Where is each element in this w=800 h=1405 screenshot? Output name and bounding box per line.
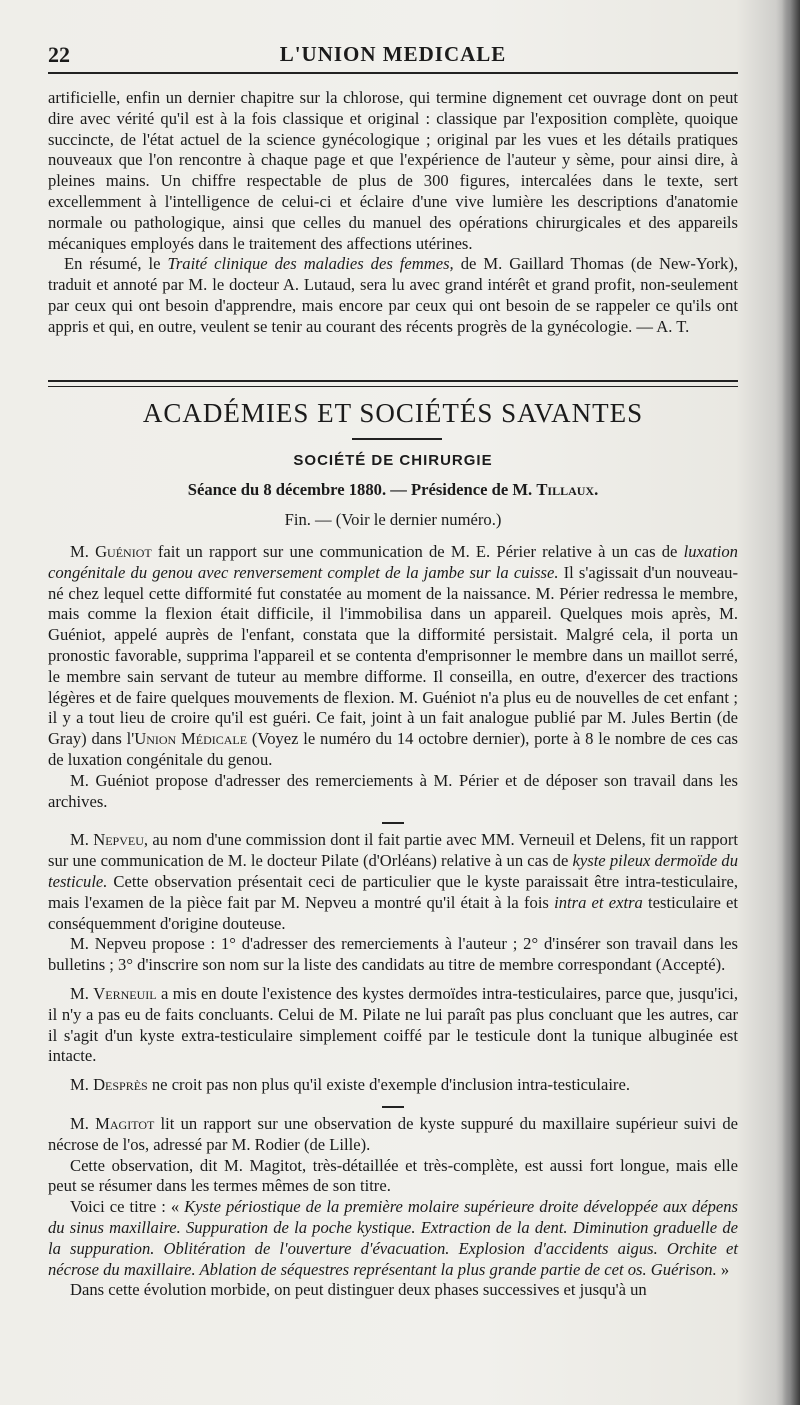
review-paragraph: artificielle, enfin un dernier chapitre sur la chlorose, qui termine dignement cet ouvrage dont on peut dire avec vérité qu'il est à la fois classique et original : classique par l'exposition complète, quoique succincte, de l'état actuel de la science gynécologique ; original par les vues et les détails pratiques nouveaux que l'on rencontre à chaque page et que l'expérience de l'auteur y sème, pour ainsi dire, à pleines mains. Un chiffre respectable de plus de 300 figures, intercalées dans le texte, sert excellemment à l'intelligence de celui-ci et éclaire d'une vive lumière les descriptions d'anatomie normale ou pathologique, ainsi que celles du manuel des opérations chirurgicales et des appareils mécaniques employés dans le traitement des affections utérines. xyxy=(48,88,738,253)
text-run: M. xyxy=(70,542,96,561)
journal-name: Union Médicale xyxy=(134,729,248,749)
paragraph-nepveu-report xyxy=(48,830,738,934)
spacer xyxy=(48,1067,738,1075)
society-heading: SOCIÉTÉ DE CHIRURGIE xyxy=(293,452,493,469)
paragraph-gueniot-report xyxy=(48,542,738,771)
review-summary xyxy=(48,254,738,337)
text-run: Il s'agissait d'un nouveau-né chez lequel cette difformité fut constatée au moment de la naissance. M. Périer redressa le membre, mais comme la flexion était difficile, il l'immobilisa dans un appareil. Quelques mois après, M. Guéniot, appelé auprès de l'enfant, constata que la difformité persistait. Malgré cela, il porta un pronostic favorable, supprima l'appareil et se contenta d'emprisonner le membre dans un maillot serré, le membre sain servant de tuteur au membre difforme. Il conseilla, en outre, d'exercer des tractions légères et de faire quelques mouvements de flexion. M. Guéniot n'a plus eu de nouvelles de cet enfant ; il y a tout lieu de croire qu'il est guéri. Ce fait, joint à un fait analogue publié par M. Jules Bertin (de Gray) dans l' xyxy=(48,562,738,749)
paragraph-gueniot-proposal: M. Guéniot propose d'adresser des remerciements à M. Périer et de déposer son travail dans les archives. xyxy=(48,770,738,811)
text-run: a mis en doute l'existence des kystes dermoïdes intra-testiculaires, parce que, jusqu'ici, il n'y a pas eu de faits concluants. Celui de M. Pilate ne lui paraît pas plus concluant que les autres, car il s'agit d'un kyste extra-testiculaire simplement coiffé par le testicule dont la tunique albuginée est intacte. xyxy=(48,983,738,1066)
text-run: M. xyxy=(70,983,94,1003)
case-title: kyste pileux dermoïde du testicule. xyxy=(48,851,738,891)
paragraph-magitot-summary: Cette observation, dit M. Magitot, très-détaillée et très-complète, est aussi fort longue, mais elle peut se résumer dans les termes mêmes de son titre. xyxy=(48,1155,738,1196)
text-run: , au nom d'une commission dont il fait partie avec MM. Verneuil et Delens, fit un rapport sur une communication de M. le docteur Pilate (d'Orléans) relative à un cas de xyxy=(48,830,738,871)
text-run: En résumé, le xyxy=(64,254,168,274)
paragraph-nepveu-proposal: M. Nepveu propose : 1° d'adresser des remerciements à l'auteur ; 2° d'insérer son travail dans les bulletins ; 3° d'inscrire son nom sur la liste des candidats au titre de membre correspondant (Accepté). xyxy=(48,934,738,975)
speaker-name: Desprès xyxy=(93,1075,148,1095)
running-title: L'UNION MEDICALE xyxy=(279,42,507,66)
text-run: M. xyxy=(70,830,94,850)
case-title: Kyste périostique de la première molaire supérieure droite développée aux dépens du sinus maxillaire. Suppuration de la poche kystique. Extraction de la dent. Diminution graduelle de la suppuration. Oblitération de l'ouverture d'évacuation. Explosion d'accidents aigus. Orchite et nécrose du maxillaire. Ablation de séquestres représentant la plus grande partie de cet os. Guérison. xyxy=(48,1197,738,1279)
case-title: luxation congénitale du genou avec renversement complet de la jambe sur la cuisse. xyxy=(48,542,738,582)
book-title: Traité clinique des maladies des femmes, xyxy=(167,254,454,274)
speaker-name: Guéniot xyxy=(95,542,152,561)
text-run: ne croit pas non plus qu'il existe d'exemple d'inclusion intra-testiculaire. xyxy=(147,1075,630,1095)
spacer xyxy=(48,976,738,984)
section-double-rule xyxy=(48,380,738,387)
text-run: Voici ce titre : « xyxy=(70,1197,185,1217)
text-run: » xyxy=(716,1259,730,1279)
text-run: (Voyez le numéro du 14 octobre dernier), porte à 8 le nombre de ces cas de luxation congénitale du genou. xyxy=(48,729,738,769)
paragraph-magitot-report xyxy=(48,1114,738,1156)
speaker-name: Magitot xyxy=(95,1113,155,1133)
italic-term: intra et extra xyxy=(554,892,643,912)
paragraph-separator xyxy=(382,822,404,824)
text-run: Séance du 8 décembre 1880. — Présidence de M. xyxy=(187,480,537,499)
paragraph-evolution: Dans cette évolution morbide, on peut distinguer deux phases successives et jusqu'à un xyxy=(70,1280,647,1300)
continuation-note: Fin. — (Voir le dernier numéro.) xyxy=(284,510,502,529)
text-run: M. xyxy=(70,1075,94,1095)
title-rule xyxy=(352,438,442,440)
paragraph-despres xyxy=(48,1075,738,1096)
paragraph-separator xyxy=(382,1106,404,1108)
page-number: 22 xyxy=(48,42,70,67)
president-name: Tillaux xyxy=(536,480,595,499)
text-run: fait un rapport sur une communication de M. E. Périer relative à un cas de xyxy=(151,542,684,561)
text-run: testiculaire et conséquemment d'origine douteuse. xyxy=(48,892,739,933)
speaker-name: Verneuil xyxy=(93,983,157,1003)
text-run: M. xyxy=(70,1113,96,1133)
header-rule xyxy=(48,72,738,74)
paragraph-case-title xyxy=(48,1197,738,1280)
text-run: lit un rapport sur une observation de kyste suppuré du maxillaire supérieur suivi de nécrose de l'os, adressé par M. Rodier (de Lille). xyxy=(48,1113,738,1154)
speaker-name: Nepveu xyxy=(93,830,144,850)
text-run: Cette observation présentait ceci de particulier que le kyste paraissait être intra-testiculaire, mais l'examen de la pièce fait par M. Nepveu a montré qu'il était à la fois xyxy=(48,871,738,912)
text-run: de M. Gaillard Thomas (de New-York), traduit et annoté par M. le docteur A. Lutaud, sera lu avec grand intérêt et grand profit, non-seulement par ceux qui ont besoin d'apprendre, mais encore par ceux qui ont besoin de se rappeler ce qu'ils ont appris et qui, en outre, veulent se tenir au courant des récents progrès de la gynécologie. — A. T. xyxy=(48,254,738,336)
section-title: ACADÉMIES ET SOCIÉTÉS SAVANTES xyxy=(142,398,644,428)
binding-edge-shadow xyxy=(782,0,800,1405)
review-text xyxy=(48,88,738,338)
text-run: . xyxy=(594,480,599,499)
page-header xyxy=(48,40,738,70)
minutes-text xyxy=(48,542,738,1301)
paragraph-verneuil xyxy=(48,984,738,1067)
session-line xyxy=(48,480,738,500)
